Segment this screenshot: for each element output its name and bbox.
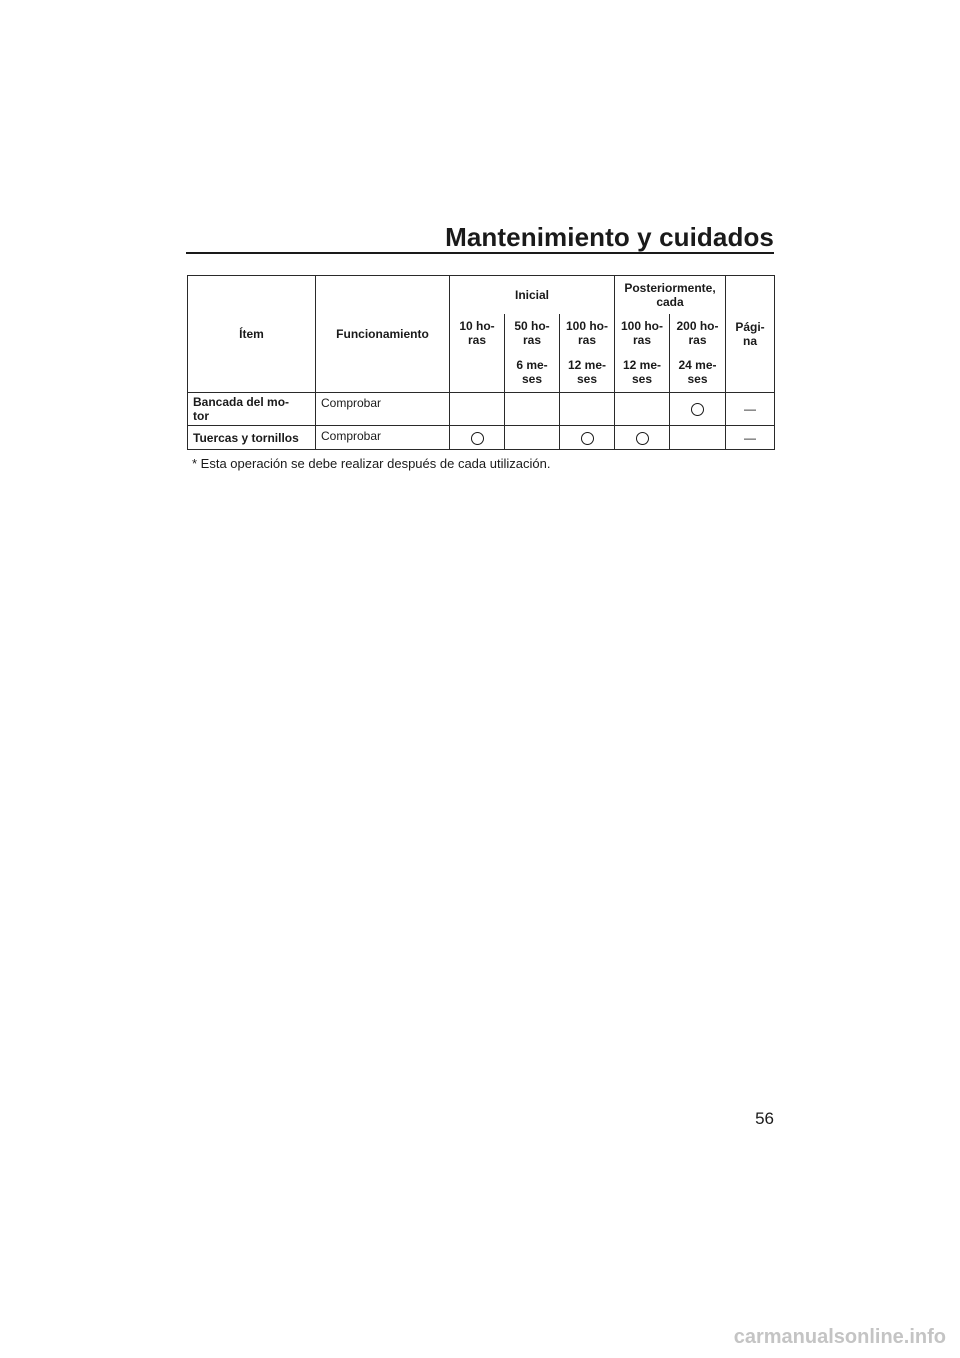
header-inicial: Inicial: [450, 276, 615, 314]
table-row: [188, 393, 775, 426]
header-posteriormente: Posteriormente, cada: [615, 276, 726, 314]
header-hours-3: 100 ho- ras: [560, 314, 615, 352]
header-hours-5: 200 ho- ras: [670, 314, 726, 352]
row-mark-cell: [450, 426, 505, 450]
check-circle-icon: [581, 432, 594, 445]
header-hours-1: 10 ho- ras: [450, 314, 505, 352]
footnote: * Esta operación se debe realizar después de cada utilización.: [192, 456, 551, 471]
row-item: Tuercas y tornillos: [188, 426, 316, 450]
header-months-empty: [450, 352, 505, 393]
header-hours-2: 50 ho- ras: [505, 314, 560, 352]
row-mark-cell: [450, 393, 505, 426]
check-circle-icon: [691, 403, 704, 416]
title-divider: [186, 252, 774, 254]
row-mark-cell: [615, 393, 670, 426]
check-circle-icon: [471, 432, 484, 445]
row-funcionamiento: Comprobar: [316, 426, 450, 450]
header-months-1: 6 me- ses: [505, 352, 560, 393]
header-pagina: Pági- na: [726, 276, 775, 393]
page-title: Mantenimiento y cuidados: [445, 222, 774, 252]
header-months-2: 12 me- ses: [560, 352, 615, 393]
check-circle-icon: [636, 432, 649, 445]
maintenance-table: [187, 275, 775, 450]
row-mark-cell: [560, 393, 615, 426]
row-pagina: —: [726, 393, 775, 426]
header-months-4: 24 me- ses: [670, 352, 726, 393]
row-mark-cell: [560, 426, 615, 450]
header-item: Ítem: [188, 276, 316, 393]
row-mark-cell: [670, 393, 726, 426]
row-mark-cell: [505, 393, 560, 426]
row-pagina: —: [726, 426, 775, 450]
row-funcionamiento: Comprobar: [316, 393, 450, 426]
page-number: 56: [755, 1109, 774, 1128]
row-item: Bancada del mo- tor: [188, 393, 316, 426]
watermark: carmanualsonline.info: [733, 1326, 946, 1348]
table-row: [188, 426, 775, 450]
header-months-3: 12 me- ses: [615, 352, 670, 393]
row-mark-cell: [670, 426, 726, 450]
row-mark-cell: [615, 426, 670, 450]
row-mark-cell: [505, 426, 560, 450]
header-funcionamiento: Funcionamiento: [316, 276, 450, 393]
header-hours-4: 100 ho- ras: [615, 314, 670, 352]
